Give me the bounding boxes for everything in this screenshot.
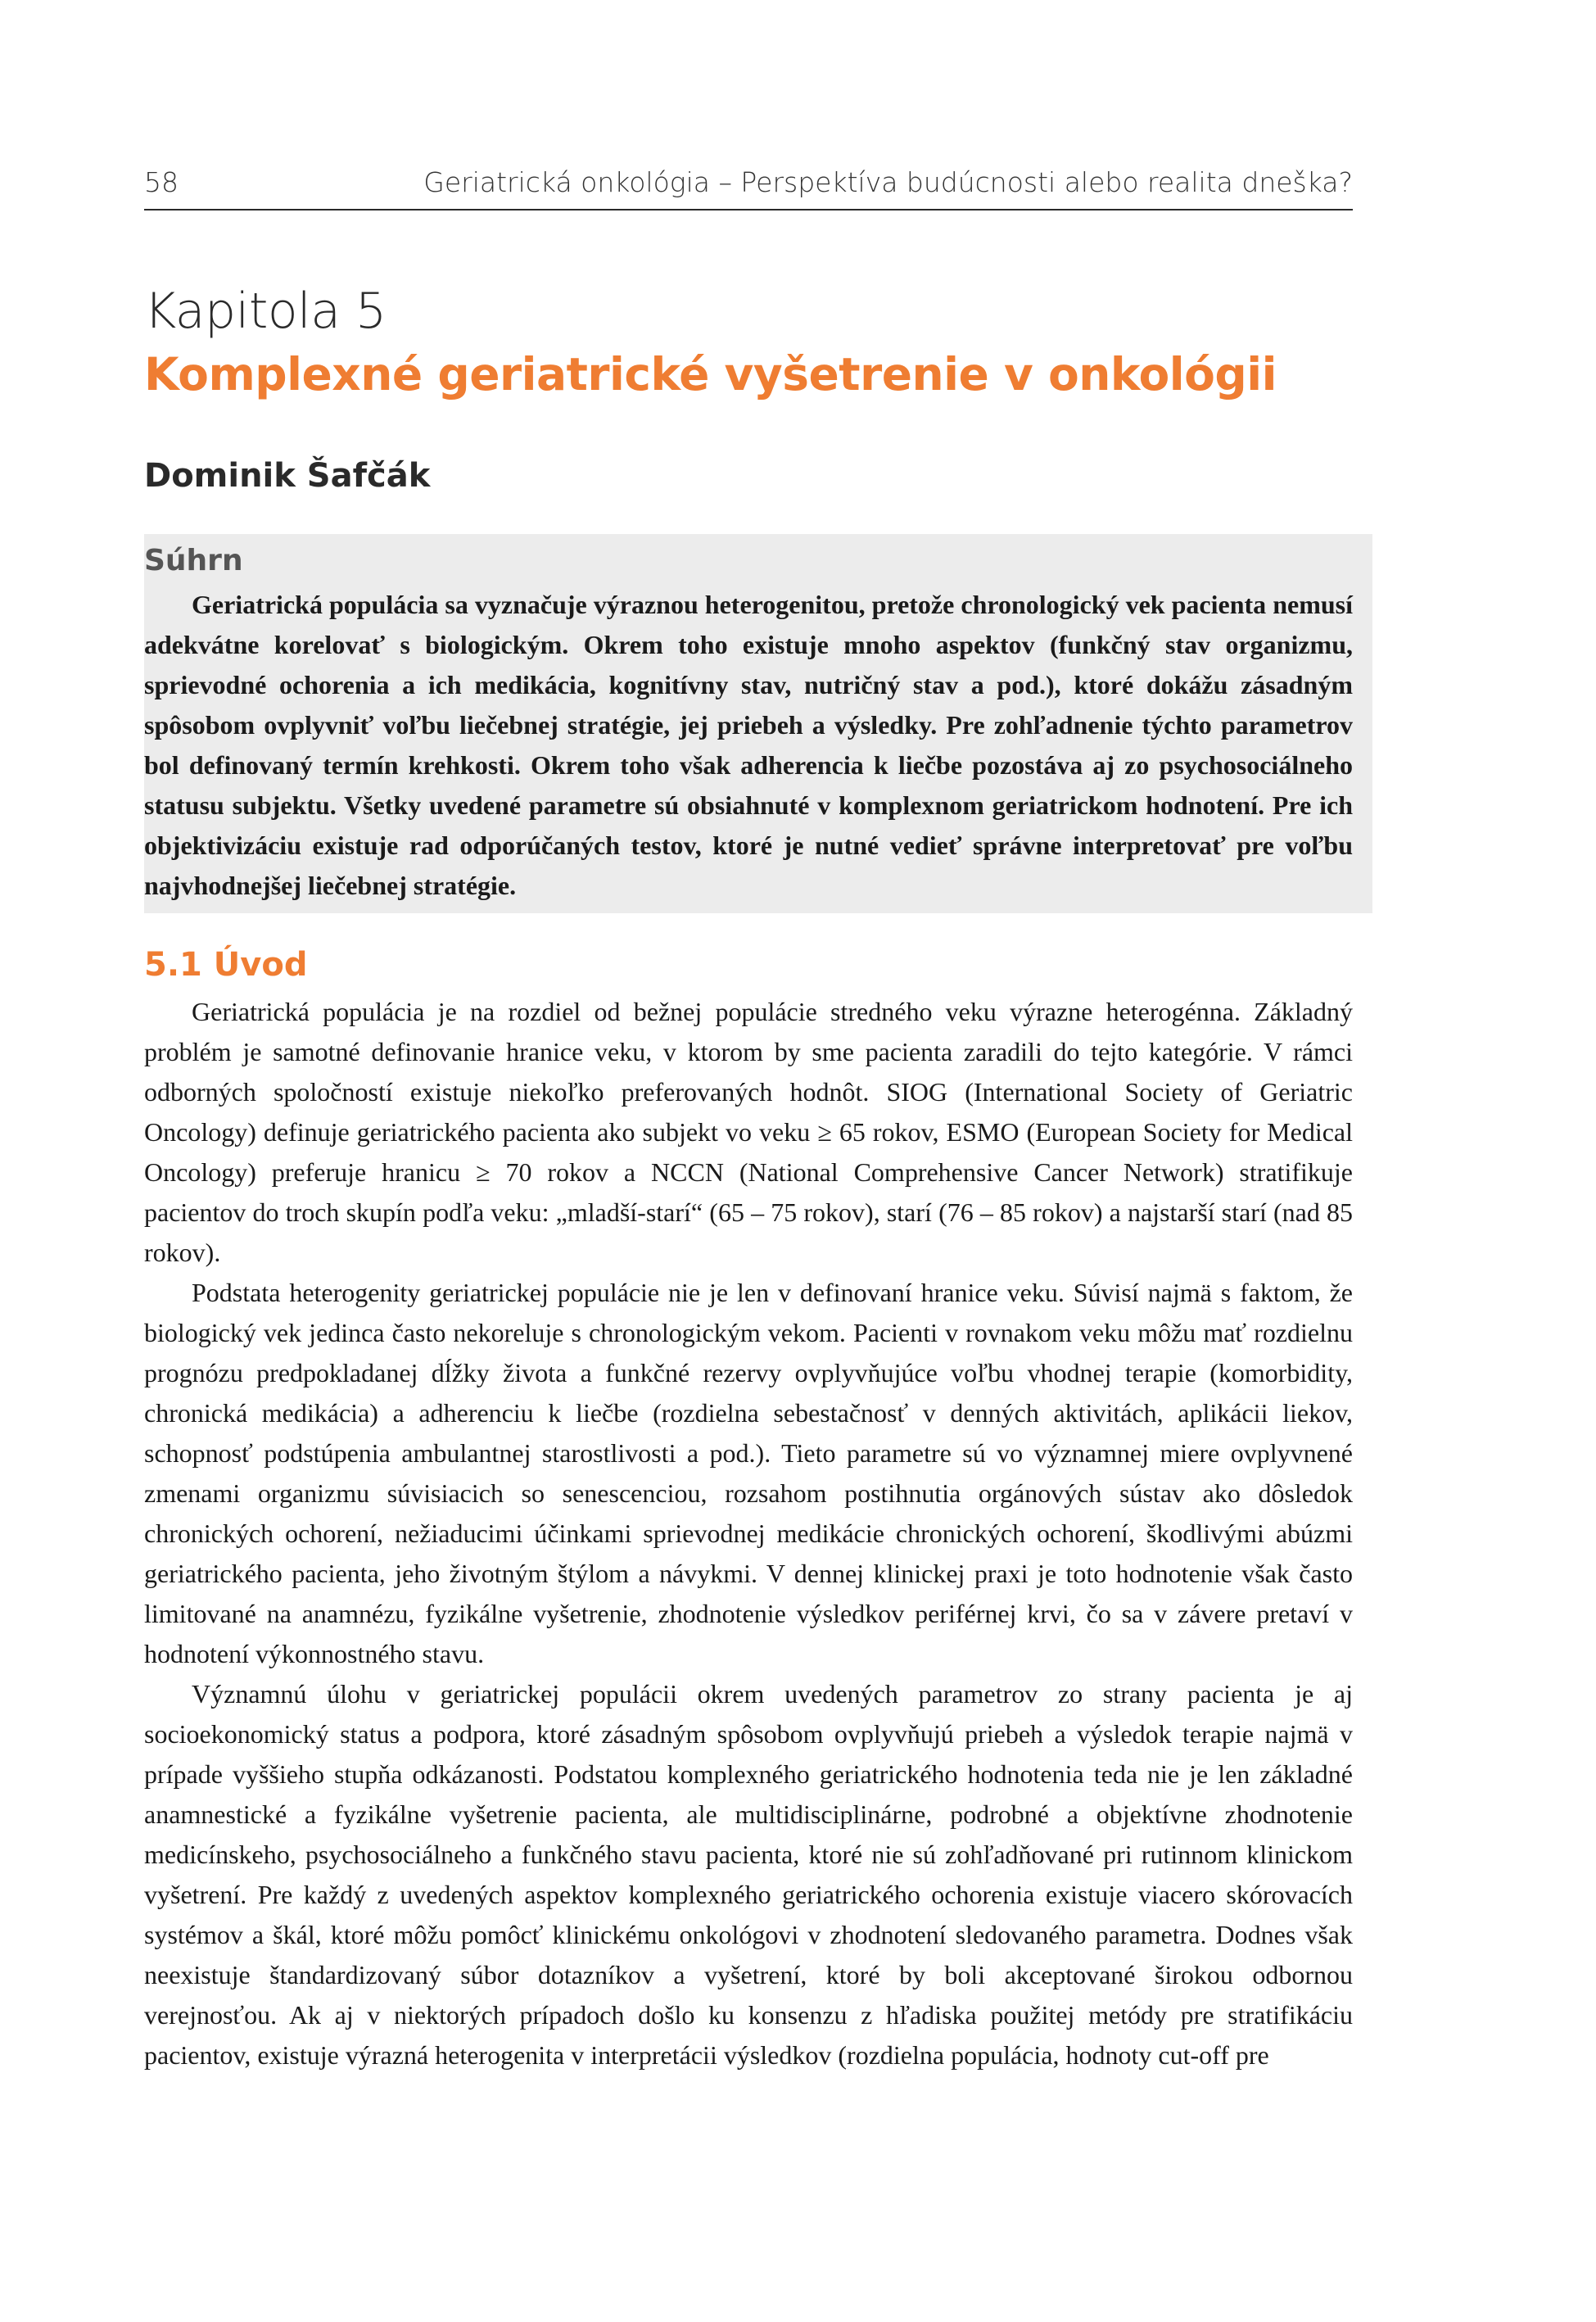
summary-box xyxy=(144,534,1372,913)
section-heading: 5.1 Úvod xyxy=(144,946,308,984)
chapter-label: Kapitola 5 xyxy=(144,283,387,340)
section-body xyxy=(144,992,1353,2075)
paragraph: Významnú úlohu v geriatrickej populácii okrem uvedených parametrov zo strany pacienta je aj socioekonomický status a podpora, ktoré zásadným spôsobom ovplyvňujú priebeh a výsledok terapie najmä v prípade vyššieho stupňa odkázanosti. Podstatou komplexného geriatrického hodnotenia teda nie je len základné anamnestické a fyzikálne vyšetrenie pacienta, ale multidisciplinárne, podrobné a objektívne zhodnotenie medicínskeho, psychosociálneho a funkčného stavu pacienta, ktoré nie sú zohľadňované pri rutinnom klinickom vyšetrení. Pre každý z uvedených aspektov komplexného geriatrického ochorenia existuje viacero skórovacích systémov a škál, ktoré môžu pomôcť klinickému onkológovi v zhodnotení sledovaného parametra. Dodnes však neexistuje štandardizovaný súbor dotazníkov a vyšetrení, ktoré by boli akceptované širokou odbornou verejnosťou. Ak aj v niektorých prípadoch došlo ku konsenzu z hľadiska použitej metódy pre stratifikáciu pacientov, existuje výrazná heterogenita v interpretácii výsledkov (rozdielna populácia, hodnoty cut-off pre xyxy=(144,1679,1353,2070)
book-title: Geriatrická onkológia – Perspektíva budúcnosti alebo realita dneška? xyxy=(423,166,1353,198)
author-name: Dominik Šafčák xyxy=(144,457,431,495)
running-header xyxy=(144,166,1353,210)
summary-heading: Súhrn xyxy=(144,544,243,577)
paragraph: Podstata heterogenity geriatrickej populácie nie je len v definovaní hranice veku. Súvisí najmä s faktom, že biologický vek jedinca často nekoreluje s chronologickým vekom. Pacienti v rovnakom veku môžu mať rozdielnu prognózu predpokladanej dĺžky života a funkčné rezervy ovplyvňujúce voľbu vhodnej terapie (komorbidity, chronická medikácia) a adherenciu k liečbe (rozdielna sebestačnosť v denných aktivitách, aplikácii liekov, schopnosť podstúpenia ambulantnej starostlivosti a pod.). Tieto parametre sú vo významnej miere ovplyvnené zmenami organizmu súvisiacich so senescenciou, rozsahom postihnutia orgánových sústav ako dôsledok chronických ochorení, nežiaducimi účinkami sprievodnej medikácie chronických ochorení, škodlivými abúzmi geriatrického pacienta, jeho životným štýlom a návykmi. V dennej klinickej praxi je toto hodnotenie však často limitované na anamnézu, fyzikálne vyšetrenie, zhodnotenie výsledkov periférnej krvi, čo sa v závere pretaví v hodnotení výkonnostného stavu. xyxy=(144,1278,1353,1668)
chapter-title: Komplexné geriatrické vyšetrenie v onkológii xyxy=(144,348,1277,401)
summary-text: Geriatrická populácia sa vyznačuje výraznou heterogenitou, pretože chronologický vek pacienta nemusí adekvátne korelovať s biologickým. Okrem toho existuje mnoho aspektov (funkčný stav organizmu, sprievodné ochorenia a ich medikácia, kognitívny stav, nutričný stav a pod.), ktoré dokážu zásadným spôsobom ovplyvniť voľbu liečebnej stratégie, jej priebeh a výsledky. Pre zohľadnenie týchto parametrov bol definovaný termín krehkosti. Okrem toho však adherencia k liečbe pozostáva aj zo psychosociálneho statusu subjektu. Všetky uvedené parametre sú obsiahnuté v komplexnom geriatrickom hodnotení. Pre ich objektivizáciu existuje rad odporúčaných testov, ktoré je nutné vedieť správne interpretovať pre voľbu najvhodnejšej liečebnej stratégie. xyxy=(144,590,1353,900)
page-number: 58 xyxy=(144,166,179,198)
paragraph: Geriatrická populácia je na rozdiel od bežnej populácie stredného veku výrazne heterogénna. Základný problém je samotné definovanie hranice veku, v ktorom by sme pacienta zaradili do tejto kategórie. V rámci odborných spoločností existuje niekoľko preferovaných hodnôt. SIOG (International Society of Geriatric Oncology) definuje geriatrického pacienta ako subjekt vo veku ≥ 65 rokov, ESMO (European Society for Medical Oncology) preferuje hranicu ≥ 70 rokov a NCCN (National Comprehensive Cancer Network) stratifikuje pacientov do troch skupín podľa veku: „mladší-starí“ (65 – 75 rokov), starí (76 – 85 rokov) a najstarší starí (nad 85 rokov). xyxy=(144,997,1353,1267)
